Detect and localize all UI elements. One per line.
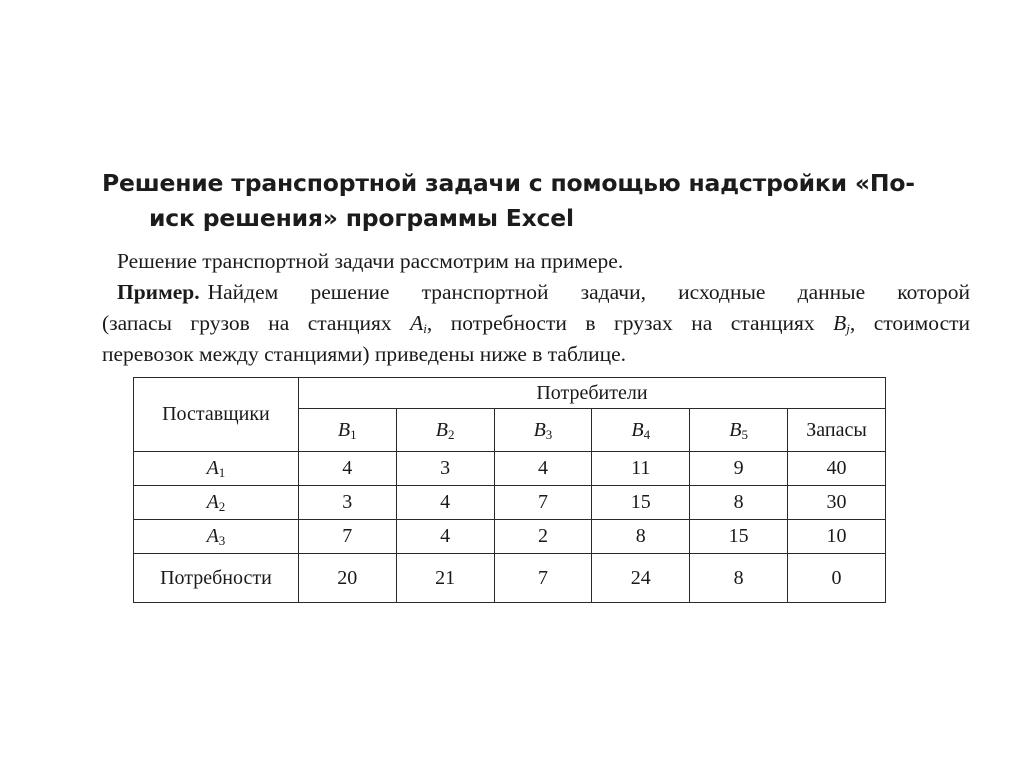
table-cell: 10 xyxy=(788,520,886,554)
table-cell: 7 xyxy=(494,554,592,603)
needs-row xyxy=(134,554,886,603)
column-header: $B_1$ xyxy=(298,409,396,452)
example-line-1-text: Найдем решение транспортной задачи, исходные данные которой xyxy=(207,280,970,304)
heading-line-2: иск решения» программы Excel xyxy=(149,204,574,232)
transport-table xyxy=(133,377,886,603)
example-line-2-a: (запасы грузов на станциях xyxy=(102,311,392,335)
heading-line-1: Решение транспортной задачи с помощью надстройки «По- xyxy=(102,169,915,197)
table-cell: 4 xyxy=(298,452,396,486)
row-label: $A_3$ xyxy=(134,520,299,554)
table-cell: 7 xyxy=(494,486,592,520)
table-cell: 4 xyxy=(396,520,494,554)
needs-label: Потребности xyxy=(134,554,299,603)
table-cell: 7 xyxy=(298,520,396,554)
example-line-1 xyxy=(102,277,970,308)
table-row xyxy=(134,452,886,486)
table-cell: 8 xyxy=(690,486,788,520)
table-cell: 9 xyxy=(690,452,788,486)
table-cell: 4 xyxy=(396,486,494,520)
example-line-2-b: , потребности в грузах на станциях xyxy=(426,311,815,335)
column-header: $B_4$ xyxy=(592,409,690,452)
table-cell: 20 xyxy=(298,554,396,603)
row-label: $A_1$ xyxy=(134,452,299,486)
table-cell: 15 xyxy=(592,486,690,520)
table-cell: 15 xyxy=(690,520,788,554)
table-cell: 30 xyxy=(788,486,886,520)
table-row xyxy=(134,520,886,554)
example-line-3: перевозок между станциями) приведены ниже в таблице. xyxy=(102,342,627,366)
stock-header: Запасы xyxy=(788,409,886,452)
symbol-a: A xyxy=(410,311,424,335)
column-header: $B_2$ xyxy=(396,409,494,452)
subscript-j: j xyxy=(846,321,850,336)
suppliers-header: Поставщики xyxy=(134,378,299,452)
example-line-2 xyxy=(102,308,970,339)
table-header-row xyxy=(134,378,886,409)
row-label: $A_2$ xyxy=(134,486,299,520)
table-cell: 8 xyxy=(690,554,788,603)
intro-paragraph: Решение транспортной задачи рассмотрим на примере. xyxy=(117,249,624,273)
table-cell: 2 xyxy=(494,520,592,554)
table-cell: 21 xyxy=(396,554,494,603)
symbol-b: B xyxy=(833,311,847,335)
table-cell: 3 xyxy=(396,452,494,486)
example-paragraph xyxy=(102,277,970,370)
table-cell: 0 xyxy=(788,554,886,603)
example-lead: Пример. xyxy=(117,280,200,304)
subscript-i: i xyxy=(423,321,427,336)
table-cell: 11 xyxy=(592,452,690,486)
table-cell: 4 xyxy=(494,452,592,486)
column-header: $B_3$ xyxy=(494,409,592,452)
table-row xyxy=(134,486,886,520)
table-cell: 8 xyxy=(592,520,690,554)
table-cell: 40 xyxy=(788,452,886,486)
table-cell: 3 xyxy=(298,486,396,520)
table-cell: 24 xyxy=(592,554,690,603)
column-header: $B_5$ xyxy=(690,409,788,452)
example-line-2-c: , стоимости xyxy=(849,311,971,335)
consumers-header: Потребители xyxy=(298,378,885,409)
section-heading xyxy=(102,166,942,236)
